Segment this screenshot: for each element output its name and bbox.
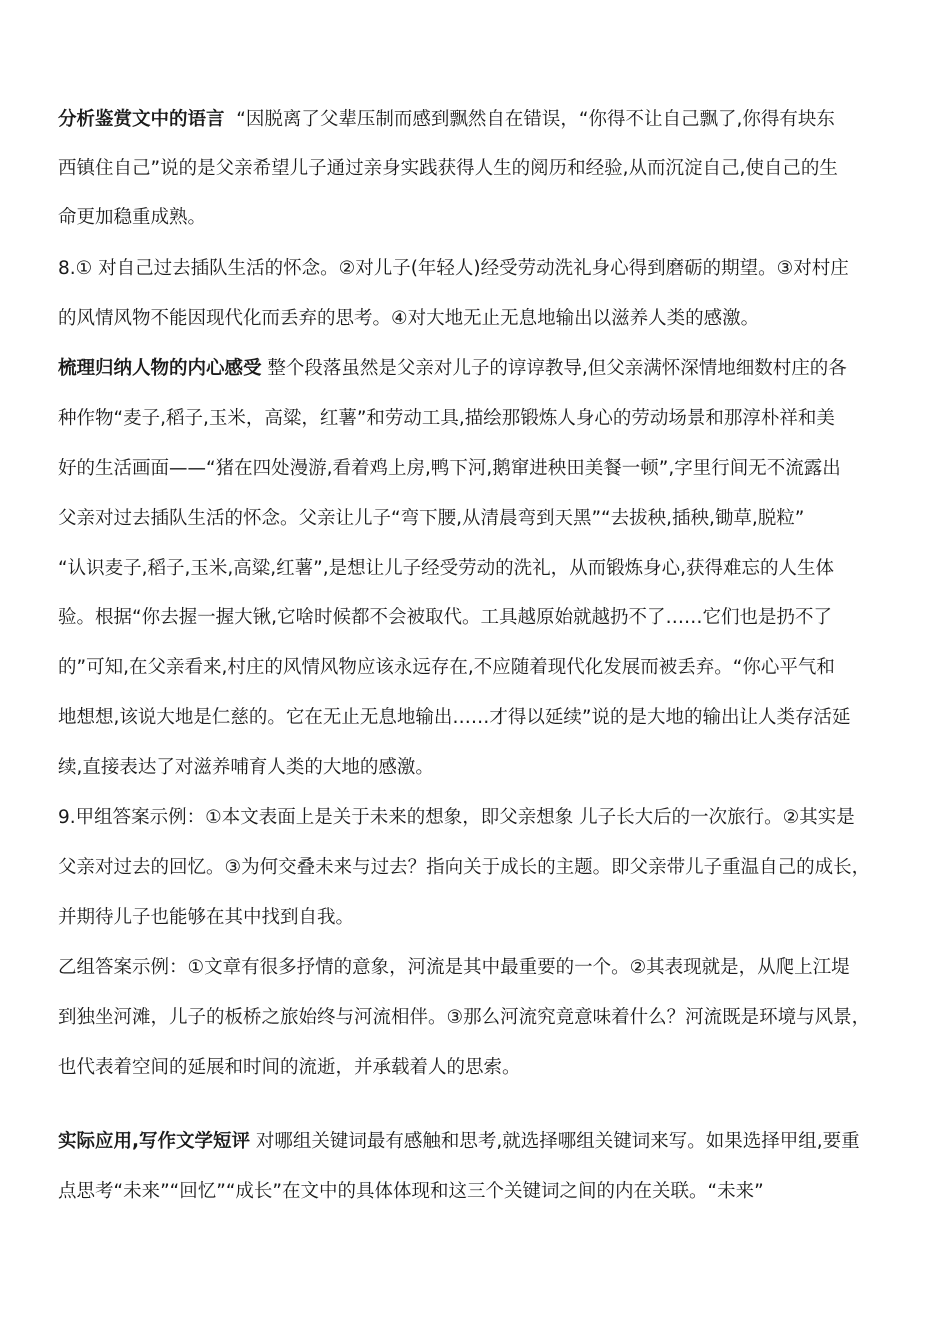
answer-9-line-2: 父亲对过去的回忆。③为何交叠未来与过去？指向关于成长的主题。即父亲带儿子重温自己的成长， — [58, 857, 871, 878]
inner-feeling-line-9: 续,直接表达了对滋养哺育人类的大地的感激。 — [58, 757, 434, 778]
literary-review-line-1: 实际应用,写作文学短评 对哪组关键词最有感触和思考,就选择哪组关键词来写。如果选择甲组,要重 — [58, 1131, 860, 1152]
answer-8-line-2: 的风情风物不能因现代化而丢弃的思考。④对大地无止无息地输出以滋养人类的感激。 — [58, 308, 760, 329]
inner-feeling-line-6: 验。根据“你去握一握大锹,它啥时候都不会被取代。工具越原始就越扔不了……它们也是扔不了 — [58, 607, 832, 628]
inner-feeling-line-2: 种作物“麦子,稻子,玉米，高粱，红薯”和劳动工具,描绘那锻炼人身心的劳动场景和那淳朴祥和美 — [58, 408, 835, 429]
inner-feeling-line-3: 好的生活画面——“猪在四处漫游,看着鸡上房,鸭下河,鹅窜进秧田美餐一顿”,字里行间无不流露出 — [58, 458, 841, 479]
literary-review-label: 实际应用,写作文学短评 — [58, 1131, 251, 1152]
answer-9-line-3: 并期待儿子也能够在其中找到自我。 — [58, 907, 355, 928]
inner-feeling-line-5: “认识麦子,稻子,玉米,高粱,红薯”,是想让儿子经受劳动的洗礼，从而锻炼身心,获得难忘的人生体 — [58, 558, 834, 579]
literary-review-line-2: 点思考“未来”“回忆”“成长”在文中的具体体现和这三个关键词之间的内在关联。“未来” — [58, 1181, 764, 1202]
answer-9-line-1: 9.甲组答案示例：①本文表面上是关于未来的想象，即父亲想象 儿子长大后的一次旅行。②其实是 — [58, 807, 855, 828]
inner-feeling-label: 梳理归纳人物的内心感受 — [58, 358, 262, 379]
inner-feeling-line-1: 梳理归纳人物的内心感受 整个段落虽然是父亲对儿子的谆谆教导,但父亲满怀深情地细数村庄的各 — [58, 358, 847, 379]
inner-feeling-line-8: 地想想,该说大地是仁慈的。它在无止无息地输出……才得以延续”说的是大地的输出让人类存活延 — [58, 707, 851, 728]
analysis-language-line-1: 分析鉴赏文中的语言 “因脱离了父辈压制而感到飘然自在错误，“你得不让自己飘了,你得有块东 — [58, 109, 835, 130]
inner-feeling-line-4: 父亲对过去插队生活的怀念。父亲让儿子“弯下腰,从清晨弯到天黑”“去拔秧,插秧,锄草,脱粒” — [58, 508, 805, 529]
answer-8-line-1: 8.① 对自己过去插队生活的怀念。②对儿子(年轻人)经受劳动洗礼身心得到磨砺的期望。③对村庄 — [58, 258, 849, 279]
group-yi-line-3: 也代表着空间的延展和时间的流逝，并承载着人的思索。 — [58, 1057, 521, 1078]
analysis-language-line-2: 西镇住自己”说的是父亲希望儿子通过亲身实践获得人生的阅历和经验,从而沉淀自己,使自己的生 — [58, 158, 838, 179]
analysis-language-label: 分析鉴赏文中的语言 — [58, 109, 225, 130]
group-yi-line-2: 到独坐河滩，儿子的板桥之旅始终与河流相伴。③那么河流究竟意味着什么？河流既是环境与风景， — [58, 1007, 871, 1028]
analysis-language-line-3: 命更加稳重成熟。 — [58, 207, 207, 228]
group-yi-line-1: 乙组答案示例：①文章有很多抒情的意象，河流是其中最重要的一个。②其表现就是，从爬上江堤 — [58, 957, 850, 978]
inner-feeling-line-7: 的”可知,在父亲看来,村庄的风情风物应该永远存在,不应随着现代化发展而被丢弃。“你心平气和 — [58, 657, 835, 678]
